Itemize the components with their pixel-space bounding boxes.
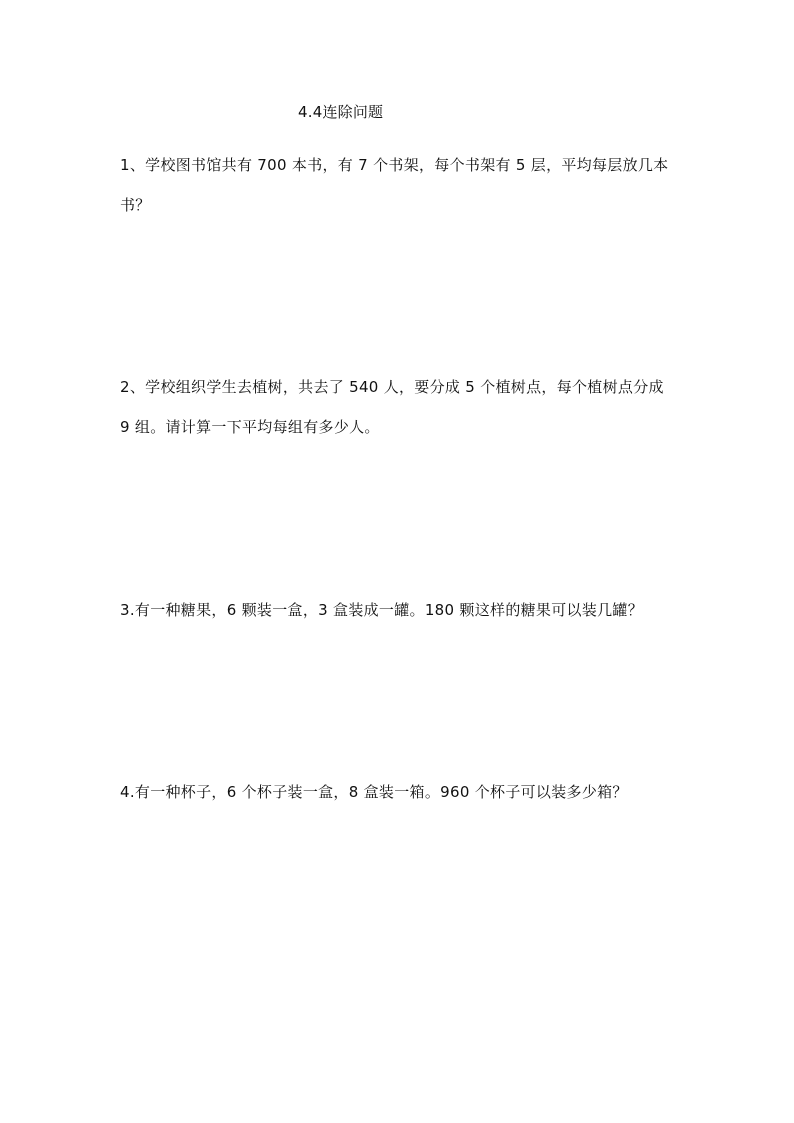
question-1 bbox=[120, 145, 685, 225]
question-2-line-1: 2、学校组织学生去植树，共去了 540 人，要分成 5 个植树点，每个植树点分成 bbox=[120, 378, 664, 396]
question-1-line-2: 书？ bbox=[120, 196, 151, 214]
question-3-line-1: 3.有一种糖果，6 颗装一盒，3 盒装成一罐。180 颗这样的糖果可以装几罐？ bbox=[120, 601, 644, 619]
question-2-line-2: 9 组。请计算一下平均每组有多少人。 bbox=[120, 418, 380, 436]
question-4 bbox=[120, 772, 685, 812]
question-3 bbox=[120, 590, 685, 630]
question-1-line-1: 1、学校图书馆共有 700 本书，有 7 个书架，每个书架有 5 层，平均每层放几本 bbox=[120, 156, 669, 174]
question-2 bbox=[120, 367, 685, 447]
question-4-line-1: 4.有一种杯子，6 个杯子装一盒，8 盒装一箱。960 个杯子可以装多少箱？ bbox=[120, 783, 628, 801]
worksheet-title: 4.4连除问题 bbox=[298, 103, 384, 121]
